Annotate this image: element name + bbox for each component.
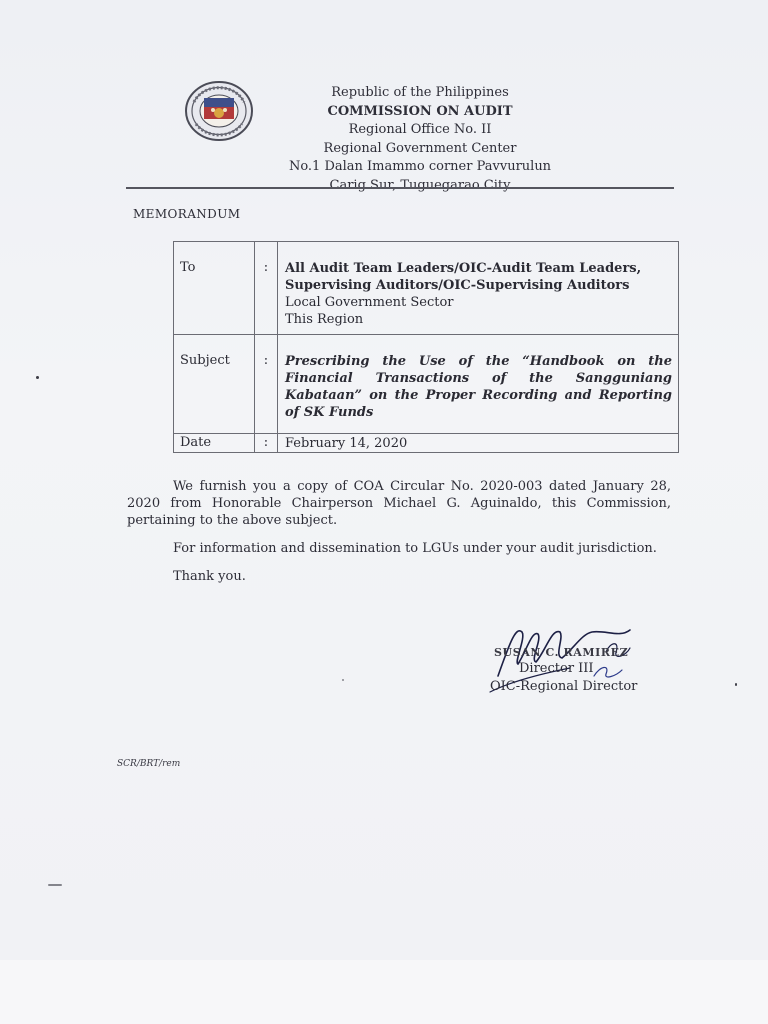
office-line: Regional Office No. II <box>348 122 492 137</box>
letterhead <box>250 84 590 195</box>
to-line-3: Local Government Sector <box>285 295 454 310</box>
memo-header-table <box>173 241 679 453</box>
subject-value <box>278 335 679 434</box>
date-value: February 14, 2020 <box>278 434 679 453</box>
to-row <box>174 242 679 335</box>
country-line: Republic of the Philippines <box>331 85 509 100</box>
date-separator: : <box>255 434 278 453</box>
subject-label: Subject <box>174 335 255 434</box>
memo-body <box>127 478 671 596</box>
reference-initials: SCR/BRT/rem <box>117 759 181 769</box>
scan-speck <box>735 683 737 686</box>
to-value <box>278 242 679 335</box>
agency-name: COMMISSION ON AUDIT <box>327 103 513 119</box>
to-label: To <box>174 242 255 335</box>
signatory-title: Director III <box>519 661 594 676</box>
scan-speck <box>342 679 344 681</box>
scan-speck <box>36 376 39 379</box>
body-paragraph-1: We furnish you a copy of COA Circular No. 2020-003 dated January 28, 2020 from Honorable Chairperson Michael G. Aguinaldo, this Commission, pertaining to the above subject. <box>127 479 671 528</box>
scan-speck <box>48 884 62 886</box>
subject-text: Prescribing the Use of the “Handbook on the Financial Transactions of the Sangguniang Kabataan” on the Proper Recording and Reporting of SK Funds <box>285 354 672 420</box>
signatory-name: SUSAN C. RAMIREZ <box>494 646 629 659</box>
subject-row <box>174 335 679 434</box>
to-separator: : <box>255 242 278 335</box>
street-line: No.1 Dalan Imammo corner Pavvurulun <box>288 159 552 174</box>
date-label: Date <box>174 434 255 453</box>
city-line: Carig Sur, Tuguegarao City <box>329 177 511 193</box>
date-row <box>174 434 679 453</box>
to-line-2: Supervising Auditors/OIC-Supervising Auditors <box>285 278 630 293</box>
center-line: Regional Government Center <box>323 140 517 156</box>
to-line-4: This Region <box>285 312 364 327</box>
scan-margin <box>0 960 768 1024</box>
subject-separator: : <box>255 335 278 434</box>
signatory-role: OIC-Regional Director <box>490 679 638 694</box>
closing-line: Thank you. <box>173 569 246 584</box>
coa-seal-icon <box>184 80 254 142</box>
to-line-1: All Audit Team Leaders/OIC-Audit Team Leaders, <box>285 261 642 276</box>
body-paragraph-2: For information and dissemination to LGUs under your audit jurisdiction. <box>173 541 657 556</box>
document-type: MEMORANDUM <box>133 207 241 221</box>
header-divider <box>126 187 674 189</box>
